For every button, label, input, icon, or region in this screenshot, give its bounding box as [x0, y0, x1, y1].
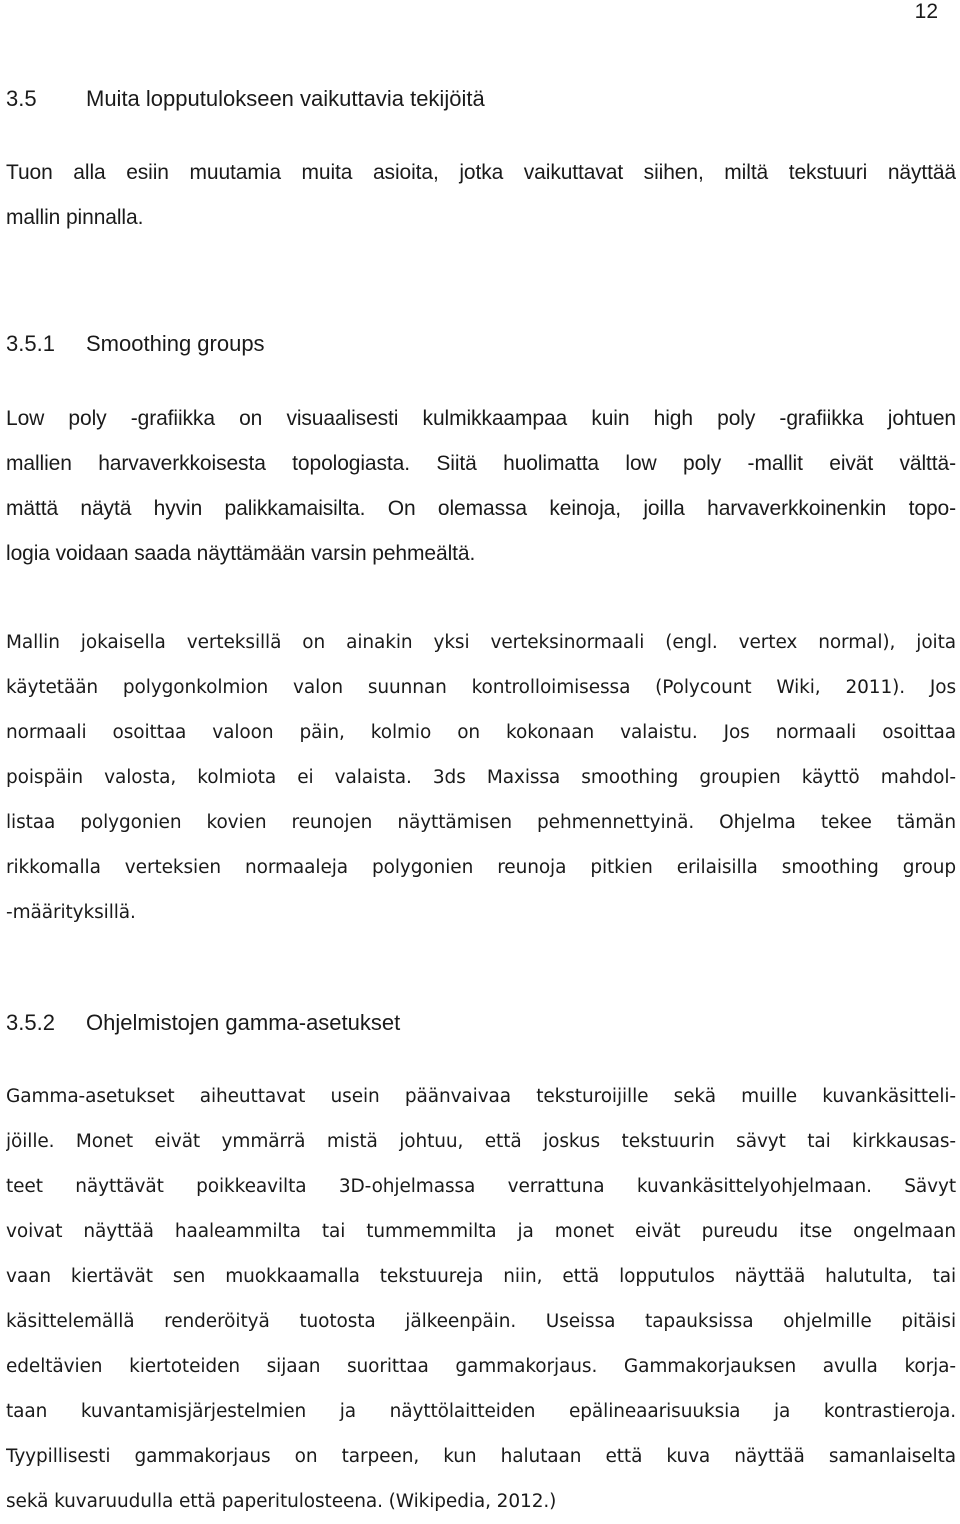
- paragraph-line: listaa polygonien kovien reunojen näyttämisen pehmennettyinä. Ohjelma tekee tämän: [6, 812, 956, 833]
- subsection-title: Ohjelmistojen gamma-asetukset: [86, 1010, 401, 1035]
- section-intro-paragraph: [6, 150, 956, 240]
- paragraph-line: taan kuvantamisjärjestelmien ja näyttölaitteiden epälineaarisuuksia ja kontrastieroja.: [6, 1401, 956, 1422]
- paragraph-line: voivat näyttää haaleammilta tai tummemmilta ja monet eivät pureudu itse ongelmaan: [6, 1221, 956, 1242]
- paragraph-line: teet näyttävät poikkeavilta 3D-ohjelmassa verrattuna kuvankäsittelyohjelmaan. Sävyt: [6, 1176, 956, 1197]
- smoothing-paragraph-2: [6, 620, 956, 935]
- paragraph-line: jöille. Monet eivät ymmärrä mistä johtuu, että joskus tekstuurin sävyt tai kirkkausas-: [6, 1131, 956, 1152]
- paragraph-line: mallin pinnalla.: [6, 206, 144, 229]
- section-heading: [6, 86, 485, 112]
- paragraph-line: sekä kuvaruudulla että paperitulosteena. (Wikipedia, 2012.): [6, 1491, 557, 1512]
- paragraph-line: Low poly -grafiikka on visuaalisesti kulmikkaampaa kuin high poly -grafiikka johtuen: [6, 407, 956, 430]
- paragraph-line: käsittelemällä renderöityä tuotosta jälkeenpäin. Useissa tapauksissa ohjelmille pitäisi: [6, 1311, 956, 1332]
- gamma-paragraph: [6, 1074, 956, 1524]
- paragraph-line: normaali osoittaa valoon päin, kolmio on kokonaan valaistu. Jos normaali osoittaa: [6, 722, 956, 743]
- subsection-heading-gamma: [6, 1010, 400, 1036]
- paragraph-line: Tyypillisesti gammakorjaus on tarpeen, kun halutaan että kuva näyttää samanlaiselta: [6, 1446, 956, 1467]
- subsection-number: 3.5.2: [6, 1010, 55, 1035]
- paragraph-line: edeltävien kiertoteiden sijaan suorittaa gammakorjaus. Gammakorjauksen avulla korja-: [6, 1356, 956, 1377]
- paragraph-line: vaan kiertävät sen muokkaamalla tekstuureja niin, että lopputulos näyttää halutulta, tai: [6, 1266, 956, 1287]
- paragraph-line: poispäin valosta, kolmiota ei valaista. 3ds Maxissa smoothing groupien käyttö mahdol-: [6, 767, 956, 788]
- paragraph-line: Gamma-asetukset aiheuttavat usein päänvaivaa teksturoijille sekä muille kuvankäsitteli-: [6, 1086, 956, 1107]
- section-number: 3.5: [6, 86, 37, 111]
- paragraph-line: -määrityksillä.: [6, 902, 136, 923]
- smoothing-paragraph-1: [6, 396, 956, 576]
- subsection-title: Smoothing groups: [86, 331, 265, 356]
- page-number: 12: [914, 0, 938, 23]
- paragraph-line: Mallin jokaisella verteksillä on ainakin yksi verteksinormaali (engl. vertex normal), joita: [6, 632, 956, 653]
- paragraph-line: mallien harvaverkkoisesta topologiasta. Siitä huolimatta low poly -mallit eivät välttä-: [6, 452, 956, 475]
- paragraph-line: rikkomalla verteksien normaaleja polygonien reunoja pitkien erilaisilla smoothing group: [6, 857, 956, 878]
- paragraph-line: mättä näytä hyvin palikkamaisilta. On olemassa keinoja, joilla harvaverkkoinenkin topo-: [6, 497, 956, 520]
- paragraph-line: Tuon alla esiin muutamia muita asioita, jotka vaikuttavat siihen, miltä tekstuuri näyttää: [6, 161, 956, 184]
- paragraph-line: käytetään polygonkolmion valon suunnan kontrolloimisessa (Polycount Wiki, 2011). Jos: [6, 677, 956, 698]
- paragraph-line: logia voidaan saada näyttämään varsin pehmeältä.: [6, 542, 476, 565]
- section-title: Muita lopputulokseen vaikuttavia tekijöitä: [86, 86, 485, 111]
- subsection-number: 3.5.1: [6, 331, 55, 356]
- subsection-heading-smoothing: [6, 331, 265, 357]
